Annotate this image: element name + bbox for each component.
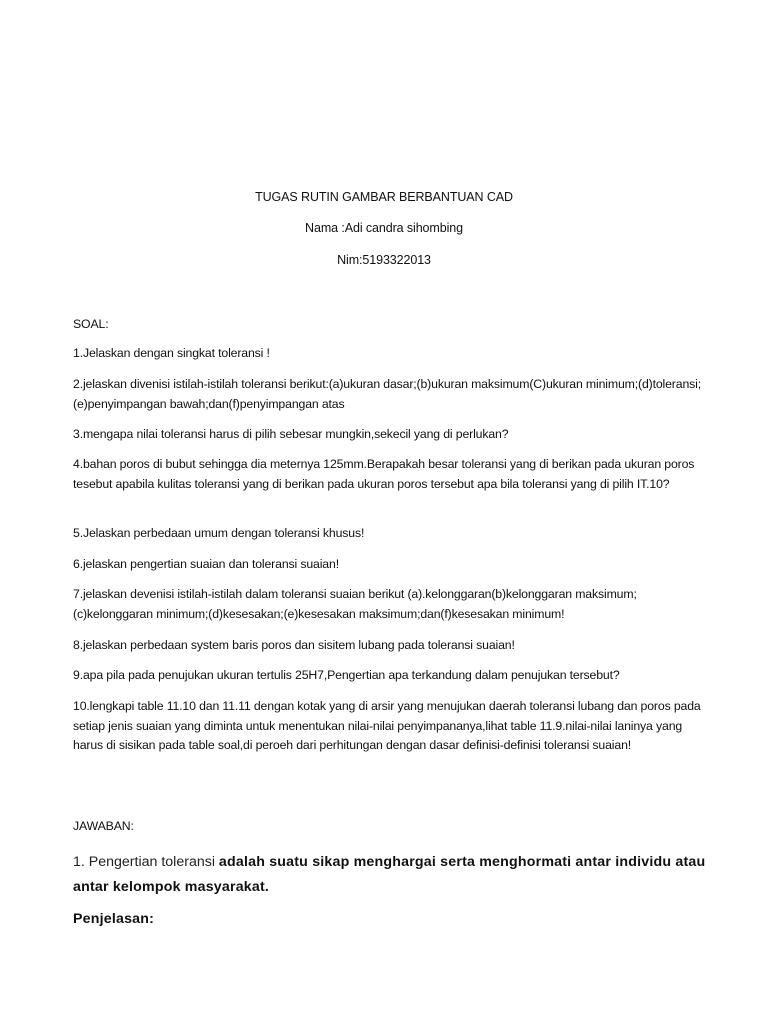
question-4: 4.bahan poros di bubut sehingga dia meternya 125mm.Berapakah besar toleransi yang di berikan pada ukuran poros tesebut apabila kulitas toleransi yang di berikan pada ukuran poros tersebut apa bila toleransi yang di pilih IT.10? (73, 457, 695, 491)
student-name: Nama :Adi candra sihombing (305, 221, 463, 235)
answer-1 (73, 850, 713, 900)
document-title: TUGAS RUTIN GAMBAR BERBANTUAN CAD (255, 190, 513, 204)
question-5: 5.Jelaskan perbedaan umum dengan toleransi khusus! (73, 526, 365, 540)
answer-1-definition: adalah suatu sikap menghargai serta menghormati antar individu atau antar kelompok masyarakat. (73, 854, 706, 895)
student-nim: Nim:5193322013 (337, 253, 431, 267)
question-2: 2.jelaskan divenisi istilah-istilah toleransi berikut:(a)ukuran dasar;(b)ukuran maksimum(C)ukuran minimum;(d)toleransi;(e)penyimpangan bawah;dan(f)penyimpangan atas (73, 377, 701, 411)
question-10: 10.lengkapi table 11.10 dan 11.11 dengan kotak yang di arsir yang menujukan daerah toleransi lubang dan poros pada setiap jenis suaian yang diminta untuk menentukan nilai-nilai penyimpananya,lihat table 11.9.nilai-nilai laninya yang harus di sisikan pada table soal,di peroeh dari perhitungan dengan dasar definisi-definisi toleransi suaian! (73, 699, 701, 752)
question-7: 7.jelaskan devenisi istilah-istilah dalam toleransi suaian berikut (a).kelonggaran(b)kelonggaran maksimum;(c)kelonggaran minimum;(d)kesesakan;(e)kesesakan maksimum;dan(f)kesesakan minimum! (73, 587, 637, 621)
jawaban-heading: JAWABAN: (73, 819, 134, 833)
penjelasan-heading: Penjelasan: (73, 911, 155, 927)
question-3: 3.mengapa nilai toleransi harus di pilih sebesar mungkin,sekecil yang di perlukan? (73, 427, 509, 441)
question-6: 6.jelaskan pengertian suaian dan toleransi suaian! (73, 557, 339, 571)
soal-heading: SOAL: (73, 317, 109, 331)
answer-1-lead: 1. Pengertian toleransi (73, 854, 219, 870)
question-1: 1.Jelaskan dengan singkat toleransi ! (73, 346, 270, 360)
question-9: 9.apa pila pada penujukan ukuran tertulis 25H7,Pengertian apa terkandung dalam penujukan tersebut? (73, 668, 620, 682)
question-8: 8.jelaskan perbedaan system baris poros dan sisitem lubang pada toleransi suaian! (73, 638, 515, 652)
